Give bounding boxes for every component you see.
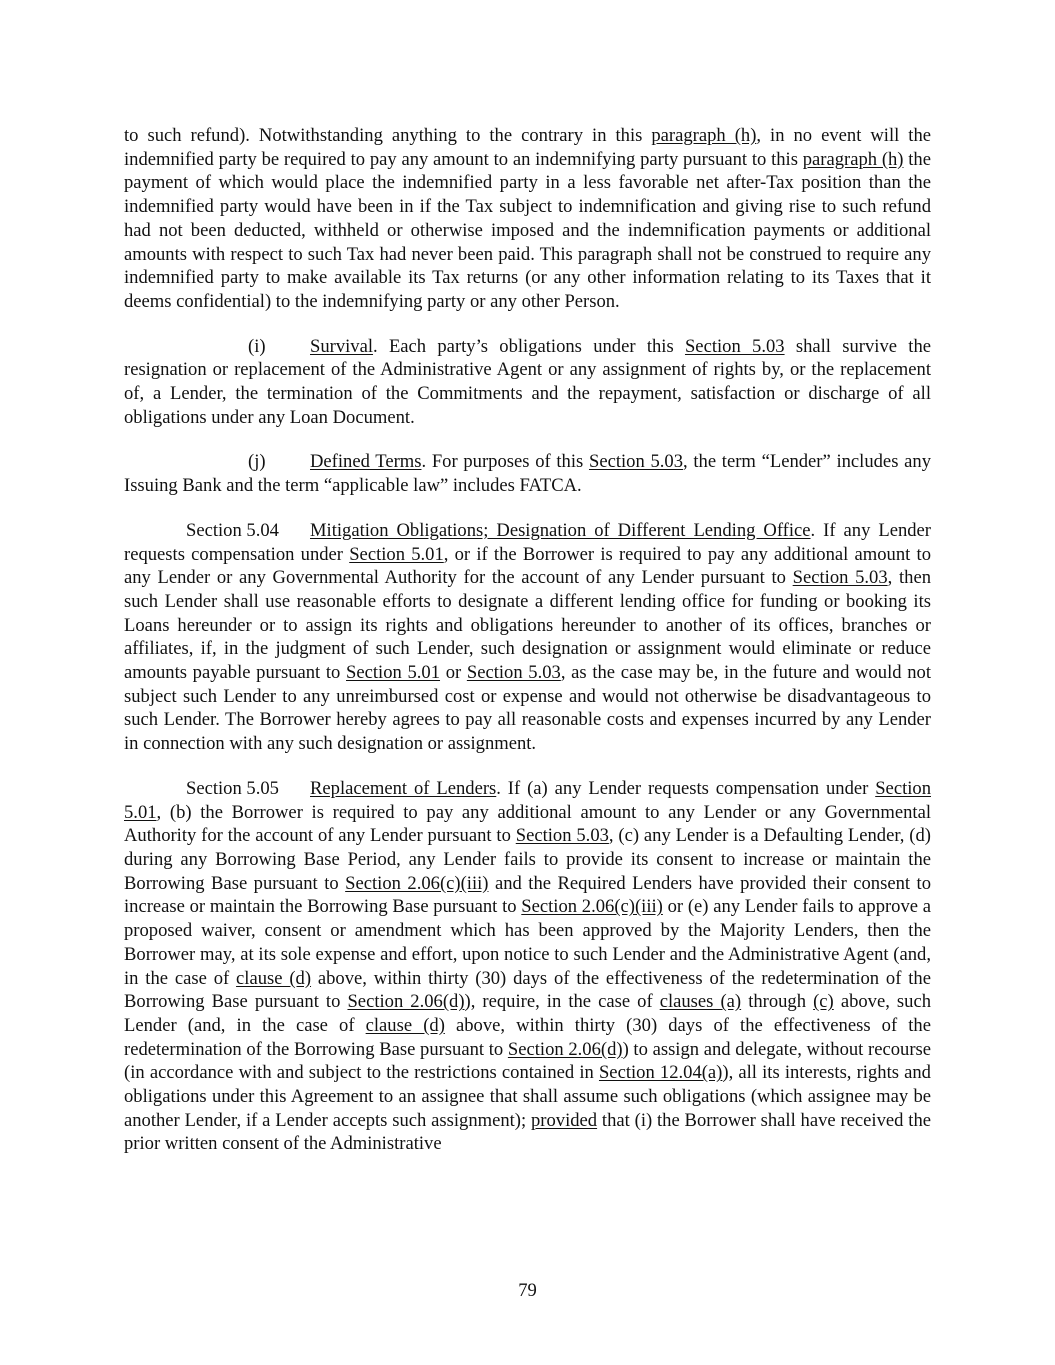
text-run: shall survive the resignation or replacement of the Administrative Agent or any assignment of rights by, or the replacement of, a Lender, the termination of the Commitments and the repayment, satisfaction or discharge of all obligations under any Loan Document. (124, 335, 931, 428)
document-page (124, 124, 931, 1177)
clause-heading: Survival (310, 335, 374, 357)
text-run: . Each party’s obligations under this (373, 335, 685, 357)
cross-reference: Section 5.03 (684, 335, 785, 357)
cross-reference: Section 2.06(d) (507, 1038, 623, 1060)
text-run: , or if the Borrower is required to pay any additional amount to any Lender or any Governmental Authority for the account of any Lender pursuant to (124, 543, 932, 589)
text-run: , in no event will the indemnified party be required to pay any amount to an indemnifying party pursuant to this (124, 125, 931, 170)
cross-reference: paragraph (h) (651, 125, 757, 146)
text-run: above, within thirty (30) days of the effectiveness of the redetermination of the Borrowing Base pursuant to (124, 1014, 931, 1060)
section-5-04 (124, 519, 931, 756)
cross-reference: Section 2.06(c)(iii) (345, 872, 489, 894)
text-run: above, within thirty (30) days of the effectiveness of the redetermination of the Borrowing Base pursuant to (124, 967, 931, 1013)
cross-reference: Section 5.03 (515, 825, 609, 847)
text-run: , as the case may be, in the future and would not subject such Lender to any unreimbursed cost or expense and would not otherwise be disadvantageous to such Lender. The Borrower hereby agrees to pay all reasonable costs and expenses incurred by any Lender in connection with any such designation or assignment. (124, 662, 931, 755)
text-run: or (440, 662, 467, 684)
cross-reference: Section 5.03 (792, 567, 888, 589)
text-run: to such refund). Notwithstanding anything to the contrary in this (124, 125, 652, 146)
text-run: , the term “Lender” includes any Issuing Bank and the term “applicable law” includes FATCA. (124, 451, 931, 497)
section-heading: Replacement of Lenders (310, 777, 497, 799)
text-run: , (b) the Borrower is required to pay any additional amount to any Lender or any Governmental Authority for the account of any Lender pursuant to (124, 801, 931, 847)
page-number: 79 (518, 1280, 537, 1301)
cross-reference: paragraph (h) (802, 148, 904, 170)
clause-label: (j) (248, 451, 266, 473)
text-run: above, such Lender (and, in the case of (124, 991, 932, 1036)
cross-reference: Section 5.01 (346, 662, 441, 684)
clause-label: (i) (248, 335, 266, 357)
text-run: , (c) any Lender is a Defaulting Lender, (d) during any Borrowing Base Period, any Lender fails to provide its consent to increase or maintain the Borrowing Base pursuant to (124, 825, 931, 894)
cross-reference: Section 5.01 (349, 543, 444, 565)
paragraph-j-defined-terms (124, 450, 931, 497)
cross-reference: clause (d) (236, 967, 312, 989)
text-run: . For purposes of this (421, 451, 589, 473)
section-5-05 (124, 777, 931, 1156)
cross-reference: Section 12.04(a) (598, 1062, 723, 1084)
cross-reference: clauses (a) (659, 991, 742, 1013)
clause-heading: Defined Terms (310, 451, 422, 473)
paragraph-h-continuation (124, 124, 931, 314)
text-run: through (741, 991, 814, 1013)
text-run: ), require, in the case of (464, 991, 660, 1013)
cross-reference: (c) (813, 991, 834, 1013)
cross-reference: Section 5.03 (466, 662, 561, 684)
text-run: or (e) any Lender fails to approve a proposed waiver, consent or amendment which has been approved by the Majority Lenders, then the Borrower may, at its sole expense and effort, upon notice to such Lender and the Administrative Agent (and, in the case of (124, 896, 932, 989)
cross-reference: Section 5.01 (124, 777, 931, 823)
cross-reference: Section 5.03 (588, 451, 684, 473)
cross-reference: clause (d) (365, 1014, 445, 1036)
section-heading: Mitigation Obligations; Designation of Different Lending Office (310, 519, 811, 541)
text-run: , then such Lender shall use reasonable efforts to designate a different lending office for funding or booking its Loans hereunder or to assign its rights and obligations hereunder to another of its offices, branches or affiliates, if, in the judgment of such Lender, such designation or assignment would eliminate or reduce amounts payable pursuant to (124, 567, 931, 684)
text-run: that (i) the Borrower shall have received the prior written consent of the Administrative (124, 1109, 931, 1155)
cross-reference: Section 2.06(d) (347, 991, 465, 1013)
text-run: and the Required Lenders have provided their consent to increase or maintain the Borrowing Base pursuant to (124, 872, 931, 918)
text-run: . If any Lender requests compensation under (124, 519, 931, 565)
text-run: the payment of which would place the indemnified party in a less favorable net after-Tax position than the indemnified party would have been in if the Tax subject to indemnification and giving rise to such refund had not been deducted, withheld or otherwise imposed and the indemnification payments or additional amounts with respect to such Tax had never been paid. This paragraph shall not be construed to require any indemnified party to make available its Tax returns (or any other information relating to its Taxes that it deems confidential) to the indemnifying party or any other Person. (124, 148, 931, 312)
paragraph-i-survival (124, 335, 931, 430)
text-run: ), all its interests, rights and obligations under this Agreement to an assignee that shall assume such obligations (which assignee may be another Lender, if a Lender accepts such assignment); (124, 1062, 931, 1131)
section-number: Section 5.04 (186, 519, 279, 541)
cross-reference: Section 2.06(c)(iii) (521, 896, 663, 918)
defined-term: provided (530, 1109, 598, 1131)
text-run: ) to assign and delegate, without recourse (in accordance with and subject to the restrictions contained in (124, 1038, 931, 1084)
text-run: . If (a) any Lender requests compensation under (496, 777, 876, 799)
section-number: Section 5.05 (186, 777, 279, 799)
